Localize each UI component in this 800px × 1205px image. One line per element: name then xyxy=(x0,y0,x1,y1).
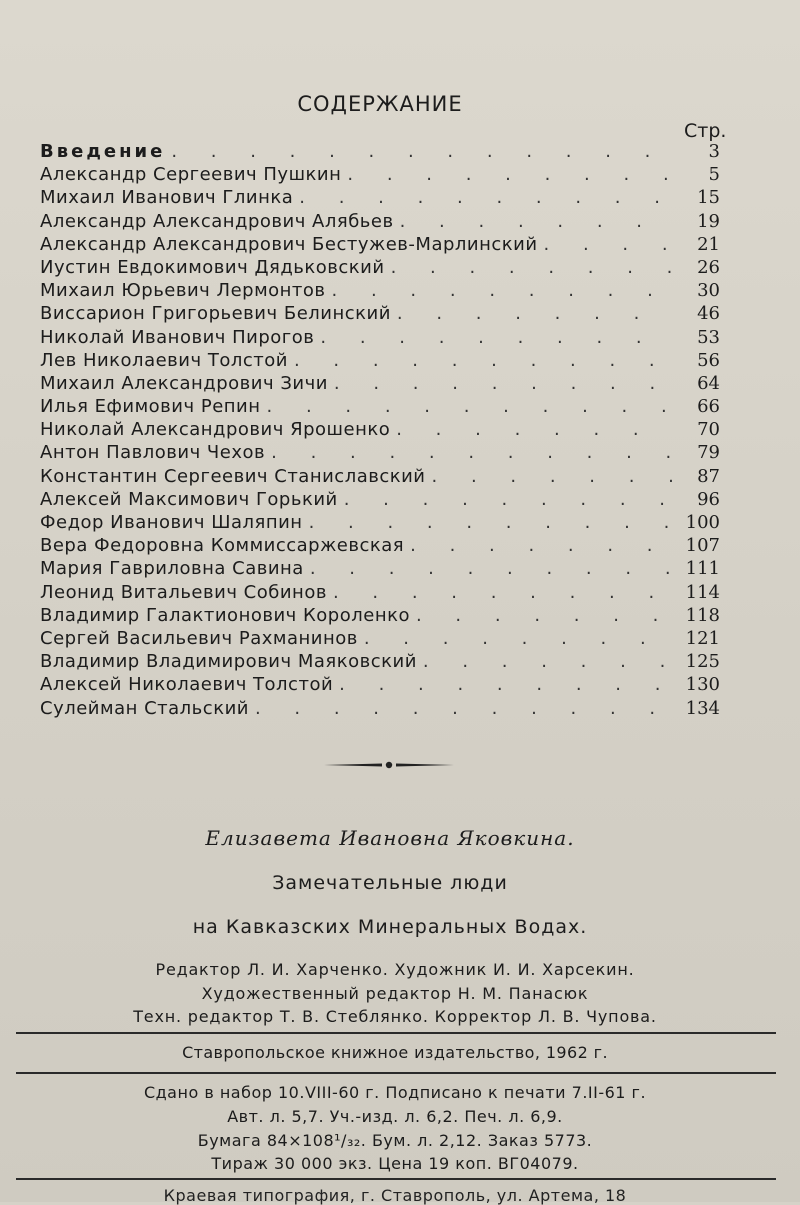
toc-entry-title: Виссарион Григорьевич Белинский xyxy=(40,303,391,325)
toc-entry xyxy=(40,604,720,627)
toc-entry-title: Мария Гавриловна Савина xyxy=(40,558,304,580)
dot-leader xyxy=(397,302,674,325)
dot-leader xyxy=(309,511,674,534)
toc-entry xyxy=(40,534,720,557)
toc-entry xyxy=(40,163,720,186)
toc-entry-page: 111 xyxy=(685,558,720,580)
toc-entry-page: 3 xyxy=(708,141,720,162)
toc-entry-title: Антон Павлович Чехов xyxy=(40,442,266,464)
toc-entry-page: 114 xyxy=(685,581,720,603)
publisher-line: Ставропольское книжное издательство, 1962 г. xyxy=(182,1043,608,1062)
toc-entry-page: 130 xyxy=(685,674,720,696)
toc-entry-page: 100 xyxy=(685,512,720,533)
toc-entry-title: Александр Александрович Бестужев-Марлинский xyxy=(40,233,538,255)
toc-entry-title: Леонид Витальевич Собинов xyxy=(40,581,327,603)
toc-entry xyxy=(40,673,720,696)
toc-entry xyxy=(40,488,720,511)
toc-entry-page: 21 xyxy=(697,233,720,255)
toc-entry xyxy=(40,441,720,464)
toc-entry xyxy=(40,210,720,233)
credit-line: Редактор Л. И. Харченко. Художник И. И. Харсекин. xyxy=(155,960,635,979)
toc-entry-title: Федор Иванович Шаляпин xyxy=(40,512,303,533)
dot-leader xyxy=(320,326,674,349)
toc-entry-title: Сулейман Стальский xyxy=(40,697,249,719)
dot-leader xyxy=(423,650,674,673)
dot-leader xyxy=(396,418,674,441)
toc-entry-page: 46 xyxy=(697,303,720,325)
toc-entry xyxy=(40,233,720,256)
toc-entry-page: 87 xyxy=(697,465,720,487)
toc-entry-title: Лев Николаевич Толстой xyxy=(40,349,288,371)
toc-entry-page: 19 xyxy=(697,210,720,232)
toc-entry-title: Введение xyxy=(40,141,166,162)
toc-entry-page: 125 xyxy=(685,651,720,673)
dot-leader xyxy=(400,210,674,233)
toc-entry xyxy=(40,256,720,279)
toc-entry xyxy=(40,140,720,163)
dot-leader xyxy=(255,697,674,720)
dot-leader xyxy=(344,488,674,511)
dot-leader xyxy=(333,581,674,604)
toc-entry-page: 66 xyxy=(697,396,720,418)
dot-leader xyxy=(339,673,674,696)
toc-entry xyxy=(40,186,720,209)
toc-entry xyxy=(40,372,720,395)
dot-leader xyxy=(391,256,674,279)
toc-entry-page: 5 xyxy=(708,164,720,186)
dot-leader xyxy=(432,465,674,488)
toc-entry-page: 134 xyxy=(685,697,720,719)
dot-leader xyxy=(544,233,674,256)
dot-leader xyxy=(271,441,674,464)
toc-entry xyxy=(40,302,720,325)
toc-entry-page: 15 xyxy=(697,187,720,209)
credit-line: Художественный редактор Н. М. Панасюк xyxy=(201,984,589,1003)
dot-leader xyxy=(294,349,674,372)
dot-leader xyxy=(364,627,674,650)
toc-entry-title: Алексей Николаевич Толстой xyxy=(40,674,334,696)
dot-leader xyxy=(410,534,674,557)
toc-entry xyxy=(40,279,720,302)
dot-leader xyxy=(267,395,674,418)
toc-entry xyxy=(40,418,720,441)
toc-entry-page: 64 xyxy=(697,372,720,394)
page-column-label: Стр. xyxy=(684,120,727,142)
toc-entry-page: 118 xyxy=(685,604,720,626)
toc-entry-title: Константин Сергеевич Станиславский xyxy=(40,465,426,487)
dot-leader xyxy=(416,604,674,627)
book-title-line-2: на Кавказских Минеральных Водах. xyxy=(192,916,588,938)
toc-entry-page: 79 xyxy=(697,442,720,464)
toc-entry-title: Николай Иванович Пирогов xyxy=(40,326,315,348)
divider-rule xyxy=(16,1072,776,1074)
ornament-divider xyxy=(322,760,456,770)
print-detail-line: Тираж 30 000 экз. Цена 19 коп. ВГ04079. xyxy=(211,1154,579,1173)
toc-entry-page: 56 xyxy=(697,349,720,371)
dot-leader xyxy=(310,557,674,580)
print-detail-line: Сдано в набор 10.VIII-60 г. Подписано к печати 7.II-61 г. xyxy=(143,1083,647,1102)
toc-entry xyxy=(40,349,720,372)
toc-entry-page: 30 xyxy=(697,280,720,302)
toc-entry xyxy=(40,511,720,534)
print-detail-line: Авт. л. 5,7. Уч.-изд. л. 6,2. Печ. л. 6,9. xyxy=(227,1107,563,1126)
toc-entry xyxy=(40,650,720,673)
toc-entry xyxy=(40,557,720,580)
credit-line: Техн. редактор Т. В. Стеблянко. Корректор Л. В. Чупова. xyxy=(133,1007,657,1026)
dot-leader xyxy=(347,163,674,186)
toc-entry-page: 96 xyxy=(697,488,720,510)
toc-entry-page: 70 xyxy=(697,419,720,441)
toc-entry xyxy=(40,697,720,720)
divider-rule xyxy=(16,1032,776,1034)
print-detail-line: Бумага 84×108¹/₃₂. Бум. л. 2,12. Заказ 5773. xyxy=(197,1131,593,1150)
book-title-line-1: Замечательные люди xyxy=(272,872,508,894)
toc-entry xyxy=(40,465,720,488)
dot-leader xyxy=(171,140,674,163)
toc-entry-title: Алексей Максимович Горький xyxy=(40,488,338,510)
toc-entry-page: 121 xyxy=(685,627,720,649)
toc-entry-title: Александр Сергеевич Пушкин xyxy=(40,164,342,186)
toc-entry xyxy=(40,395,720,418)
toc-entry-title: Владимир Владимирович Маяковский xyxy=(40,651,417,673)
toc-entry-title: Михаил Юрьевич Лермонтов xyxy=(40,280,326,302)
toc-entry-title: Александр Александрович Алябьев xyxy=(40,210,394,232)
toc-entry-title: Николай Александрович Ярошенко xyxy=(40,419,391,441)
dot-leader xyxy=(334,372,674,395)
toc-entry-title: Иустин Евдокимович Дядьковский xyxy=(40,256,385,278)
author-name: Елизавета Ивановна Яковкина. xyxy=(205,826,575,850)
dot-leader xyxy=(332,279,674,302)
toc-entry-title: Илья Ефимович Репин xyxy=(40,396,261,418)
divider-rule xyxy=(16,1178,776,1180)
toc-entry-title: Вера Федоровна Коммиссаржевская xyxy=(40,535,405,557)
toc-entry-page: 107 xyxy=(685,535,720,557)
toc-entry xyxy=(40,581,720,604)
toc-entry xyxy=(40,627,720,650)
toc-entry-page: 53 xyxy=(697,326,720,348)
dot-leader xyxy=(299,186,674,209)
contents-heading: СОДЕРЖАНИЕ xyxy=(297,92,463,116)
toc-entry-page: 26 xyxy=(697,256,720,278)
toc-entry-title: Владимир Галактионович Короленко xyxy=(40,604,410,626)
printer-line: Краевая типография, г. Ставрополь, ул. Артема, 18 xyxy=(163,1186,627,1205)
toc-entry xyxy=(40,326,720,349)
toc-entry-title: Михаил Александрович Зичи xyxy=(40,372,328,394)
toc-entry-title: Михаил Иванович Глинка xyxy=(40,187,294,209)
toc-entry-title: Сергей Васильевич Рахманинов xyxy=(40,627,358,649)
table-of-contents xyxy=(40,140,720,720)
